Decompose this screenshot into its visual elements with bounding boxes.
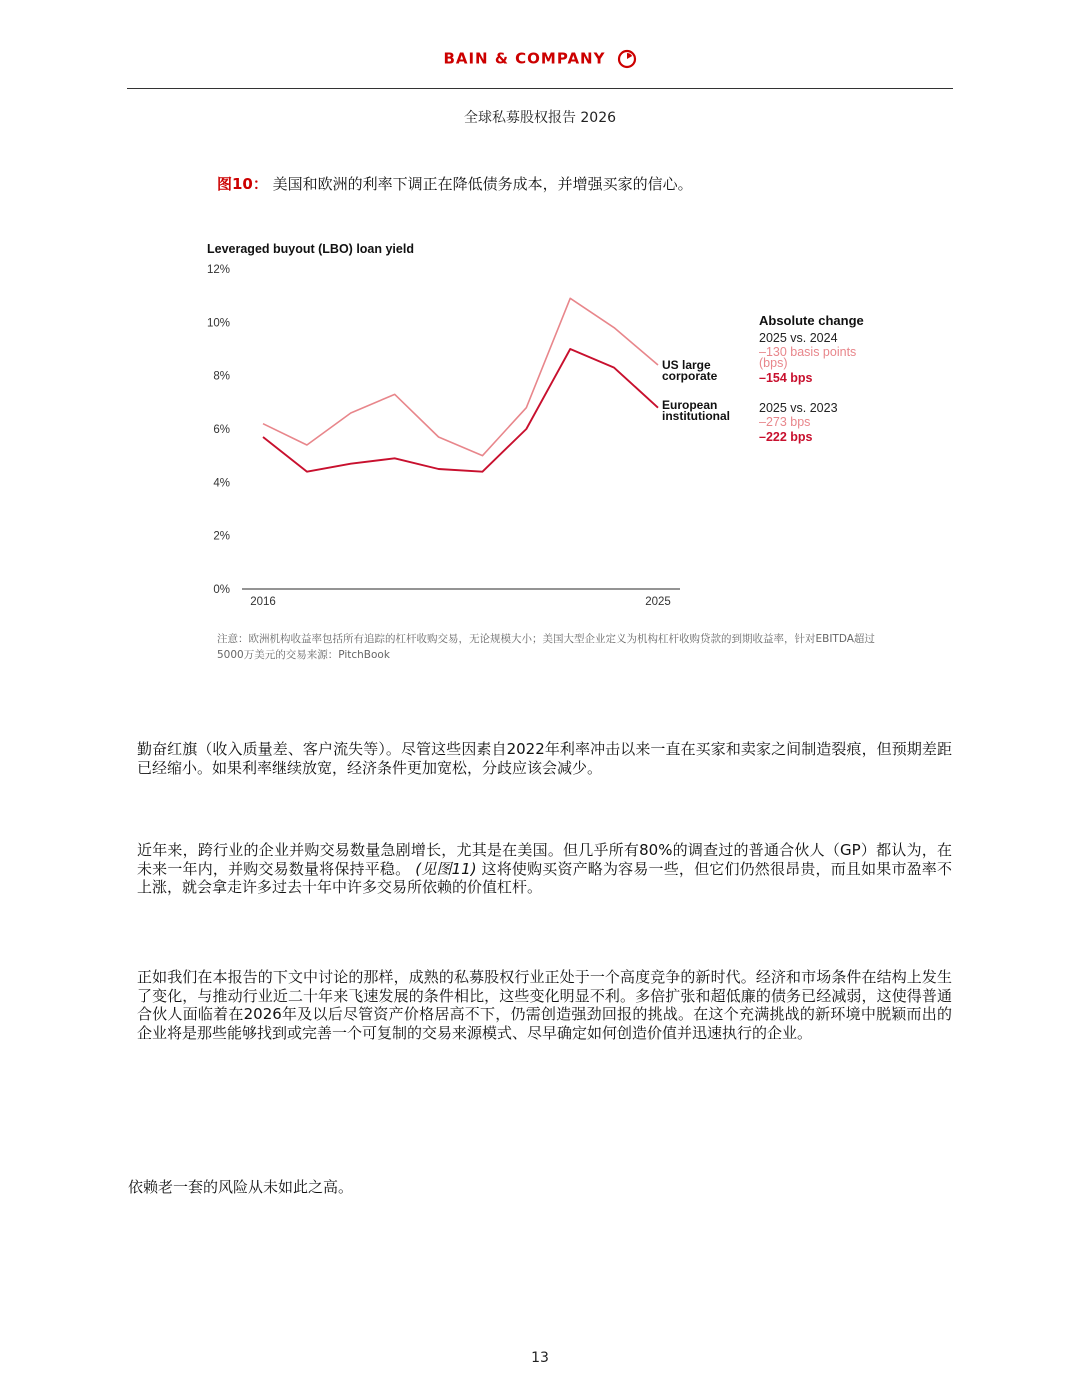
report-title: 全球私募股权报告 2026 <box>463 110 617 126</box>
logo-wordmark: BAIN & COMPANY <box>443 49 606 68</box>
y-tick-label: 12% <box>206 264 230 276</box>
annotation-value-light: (bps) <box>759 356 788 370</box>
y-tick-label: 8% <box>213 370 230 383</box>
annotation-label: 2025 vs. 2023 <box>759 401 838 415</box>
series-label: US large <box>662 358 711 372</box>
figure-caption: 美国和欧洲的利率下调正在降低债务成本，并增强买家的信心。 <box>267 175 693 193</box>
y-tick-label: 2% <box>213 530 230 543</box>
series-label: institutional <box>662 409 730 423</box>
paragraph-1: 勤奋红旗（收入质量差、客户流失等）。尽管这些因素自2022年利率冲击以来一直在买家和卖家之间制造裂痕，但预期差距已经缩小。如果利率继续放宽，经济条件更加宽松，分歧应该会减少。 <box>137 740 952 777</box>
figure-note: 注意：欧洲机构收益率包括所有追踪的杠杆收购交易，无论规模大小；美国大型企业定义为机构杠杆收购贷款的到期收益率，针对EBITDA超过5000万美元的交易来源：PitchBook <box>217 633 875 661</box>
x-tick-label: 2016 <box>250 596 276 608</box>
paragraph-2-text-a: 近年来，跨行业的企业并购交易数量急剧增长，尤其是在美国。但几乎所有80%的调查过的普通合伙人（GP）都认为，在未来一年内，并购交易数量将保持平稳。 <box>137 841 952 878</box>
annotation-value-dark: –154 bps <box>759 371 813 385</box>
series-label: corporate <box>662 369 718 383</box>
figure-title <box>217 173 693 194</box>
y-tick-label: 10% <box>206 317 230 330</box>
page-number: 13 <box>531 1350 549 1366</box>
paragraph-2 <box>137 841 952 897</box>
annotation-label: 2025 vs. 2024 <box>759 331 838 345</box>
closing-sentence: 依赖老一套的风险从未如此之高。 <box>128 1178 354 1196</box>
series-line-european-institutional <box>263 349 658 472</box>
annotation-value-light: –130 basis points <box>759 345 857 359</box>
paragraph-3: 正如我们在本报告的下文中讨论的那样，成熟的私募股权行业正处于一个高度竞争的新时代。经济和市场条件在结构上发生了变化，与推动行业近二十年来飞速发展的条件相比，这些变化明显不利。多倍扩张和超低廉的债务已经减弱，这使得普通合伙人面临着在2026年及以后尽管资产价格居高不下，仍需创造强劲回报的挑战。在这个充满挑战的新环境中脱颖而出的企业将是那些能够找到或完善一个可复制的交易来源模式、尽早确定如何创造价值并迅速执行的企业。 <box>137 968 952 1042</box>
chart-title: Leveraged buyout (LBO) loan yield <box>207 242 414 256</box>
y-tick-label: 0% <box>213 584 230 596</box>
logo-circle-icon <box>617 49 637 69</box>
series-label: European <box>662 398 718 412</box>
annotation-value-light: –273 bps <box>759 415 811 429</box>
y-tick-label: 4% <box>213 477 230 490</box>
lbo-yield-chart <box>200 235 900 620</box>
x-tick-label: 2025 <box>645 596 671 608</box>
figure-reference: (见图11) <box>410 859 482 878</box>
header-rule <box>127 88 953 89</box>
annotation-heading: Absolute change <box>759 313 864 328</box>
annotation-value-dark: –222 bps <box>759 430 813 444</box>
y-tick-label: 6% <box>213 424 230 436</box>
bain-logo <box>0 48 1080 69</box>
series-line-us-large-corporate <box>263 298 658 455</box>
figure-number: 图10： <box>217 175 268 193</box>
paragraph-2-text-b: 这将使购买资产略为容易一些，但它们仍然很昂贵，而且如果市盈率不上涨，就会拿走许多过去十年中许多交易所依赖的价值杠杆。 <box>137 859 952 896</box>
